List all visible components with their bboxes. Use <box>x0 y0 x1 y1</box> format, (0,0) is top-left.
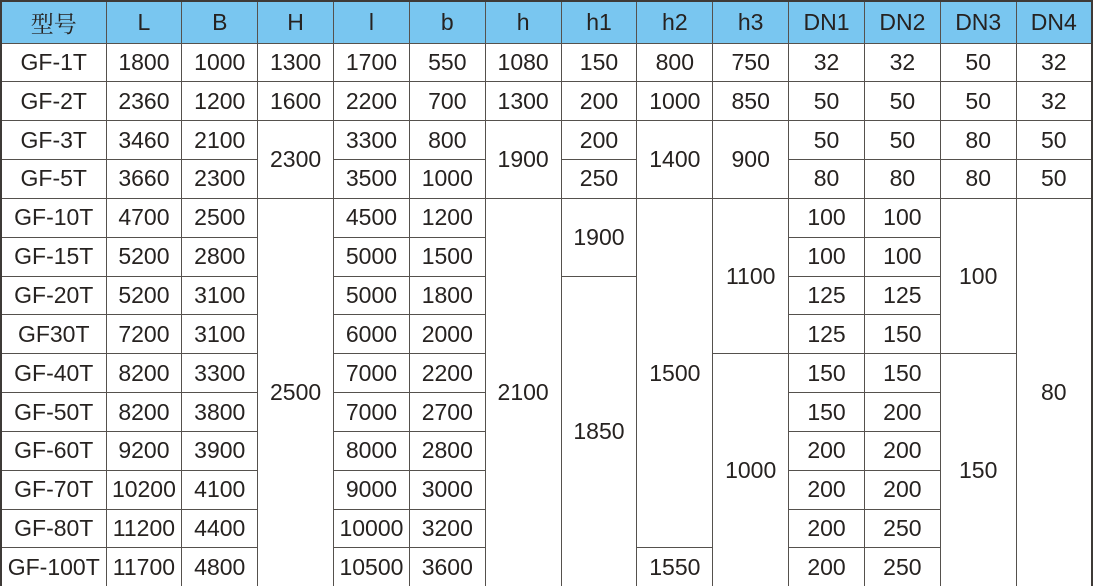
value-cell: 900 <box>713 121 789 199</box>
value-cell: 9200 <box>106 431 182 470</box>
value-cell: 3600 <box>409 548 485 586</box>
value-cell: 1400 <box>637 121 713 199</box>
column-header-h: h <box>485 1 561 43</box>
value-cell: 50 <box>1016 121 1092 160</box>
value-cell: 200 <box>864 431 940 470</box>
model-cell: GF-60T <box>1 431 106 470</box>
value-cell: 8000 <box>334 431 410 470</box>
value-cell: 5000 <box>334 237 410 276</box>
value-cell: 50 <box>789 121 865 160</box>
value-cell: 50 <box>789 82 865 121</box>
value-cell: 150 <box>864 354 940 393</box>
model-cell: GF-15T <box>1 237 106 276</box>
value-cell: 11700 <box>106 548 182 586</box>
value-cell: 3100 <box>182 315 258 354</box>
value-cell: 3300 <box>182 354 258 393</box>
value-cell: 200 <box>864 470 940 509</box>
model-cell: GF-10T <box>1 198 106 237</box>
model-cell: GF-80T <box>1 509 106 548</box>
value-cell: 3000 <box>409 470 485 509</box>
column-header-dn4: DN4 <box>1016 1 1092 43</box>
value-cell: 32 <box>864 43 940 82</box>
table-row <box>1 82 1092 121</box>
value-cell: 125 <box>864 276 940 315</box>
column-header-dn2: DN2 <box>864 1 940 43</box>
model-cell: GF-100T <box>1 548 106 586</box>
value-cell: 5000 <box>334 276 410 315</box>
value-cell: 150 <box>789 393 865 432</box>
value-cell: 1000 <box>182 43 258 82</box>
value-cell: 100 <box>789 237 865 276</box>
value-cell: 10000 <box>334 509 410 548</box>
value-cell: 8200 <box>106 393 182 432</box>
value-cell: 2700 <box>409 393 485 432</box>
value-cell: 1100 <box>713 198 789 353</box>
value-cell: 4500 <box>334 198 410 237</box>
value-cell: 200 <box>789 509 865 548</box>
value-cell: 11200 <box>106 509 182 548</box>
value-cell: 32 <box>1016 43 1092 82</box>
column-header-h1: h1 <box>561 1 637 43</box>
value-cell: 1500 <box>637 198 713 548</box>
value-cell: 3100 <box>182 276 258 315</box>
value-cell: 3200 <box>409 509 485 548</box>
value-cell: 1300 <box>485 82 561 121</box>
value-cell: 4800 <box>182 548 258 586</box>
value-cell: 2100 <box>182 121 258 160</box>
value-cell: 200 <box>789 470 865 509</box>
value-cell: 125 <box>789 276 865 315</box>
value-cell: 150 <box>561 43 637 82</box>
value-cell: 7000 <box>334 354 410 393</box>
value-cell: 1200 <box>409 198 485 237</box>
value-cell: 1200 <box>182 82 258 121</box>
value-cell: 1000 <box>637 82 713 121</box>
value-cell: 80 <box>864 160 940 199</box>
value-cell: 1600 <box>258 82 334 121</box>
table-row <box>1 43 1092 82</box>
value-cell: 850 <box>713 82 789 121</box>
value-cell: 250 <box>561 160 637 199</box>
value-cell: 5200 <box>106 276 182 315</box>
value-cell: 2300 <box>258 121 334 199</box>
value-cell: 1800 <box>409 276 485 315</box>
value-cell: 1550 <box>637 548 713 586</box>
value-cell: 1000 <box>713 354 789 586</box>
value-cell: 50 <box>940 43 1016 82</box>
value-cell: 100 <box>864 198 940 237</box>
value-cell: 3800 <box>182 393 258 432</box>
value-cell: 7200 <box>106 315 182 354</box>
column-header-h2: h2 <box>637 1 713 43</box>
value-cell: 80 <box>1016 198 1092 586</box>
value-cell: 7000 <box>334 393 410 432</box>
value-cell: 2200 <box>409 354 485 393</box>
value-cell: 2300 <box>182 160 258 199</box>
value-cell: 80 <box>789 160 865 199</box>
value-cell: 200 <box>789 431 865 470</box>
value-cell: 1700 <box>334 43 410 82</box>
value-cell: 1900 <box>485 121 561 199</box>
value-cell: 80 <box>940 160 1016 199</box>
value-cell: 100 <box>789 198 865 237</box>
value-cell: 3900 <box>182 431 258 470</box>
value-cell: 4400 <box>182 509 258 548</box>
table-row <box>1 198 1092 237</box>
value-cell: 2500 <box>182 198 258 237</box>
column-header-dn3: DN3 <box>940 1 1016 43</box>
value-cell: 2100 <box>485 198 561 586</box>
column-header-dn1: DN1 <box>789 1 865 43</box>
value-cell: 4100 <box>182 470 258 509</box>
value-cell: 200 <box>561 82 637 121</box>
column-header-b: b <box>409 1 485 43</box>
value-cell: 250 <box>864 509 940 548</box>
model-cell: GF-20T <box>1 276 106 315</box>
table-row <box>1 121 1092 160</box>
column-header-h: H <box>258 1 334 43</box>
model-cell: GF-70T <box>1 470 106 509</box>
table-body <box>1 43 1092 586</box>
value-cell: 2800 <box>409 431 485 470</box>
value-cell: 9000 <box>334 470 410 509</box>
value-cell: 1800 <box>106 43 182 82</box>
column-header-b: B <box>182 1 258 43</box>
value-cell: 10500 <box>334 548 410 586</box>
value-cell: 50 <box>864 121 940 160</box>
model-cell: GF-2T <box>1 82 106 121</box>
model-cell: GF-3T <box>1 121 106 160</box>
value-cell: 3300 <box>334 121 410 160</box>
value-cell: 100 <box>864 237 940 276</box>
column-header-h3: h3 <box>713 1 789 43</box>
value-cell: 8200 <box>106 354 182 393</box>
value-cell: 32 <box>1016 82 1092 121</box>
value-cell: 800 <box>637 43 713 82</box>
value-cell: 800 <box>409 121 485 160</box>
value-cell: 3660 <box>106 160 182 199</box>
model-cell: GF-1T <box>1 43 106 82</box>
value-cell: 1300 <box>258 43 334 82</box>
model-cell: GF-5T <box>1 160 106 199</box>
value-cell: 150 <box>864 315 940 354</box>
column-header-model: 型号 <box>1 1 106 43</box>
value-cell: 1900 <box>561 198 637 276</box>
value-cell: 1080 <box>485 43 561 82</box>
value-cell: 1850 <box>561 276 637 586</box>
value-cell: 200 <box>864 393 940 432</box>
value-cell: 200 <box>789 548 865 586</box>
value-cell: 550 <box>409 43 485 82</box>
value-cell: 125 <box>789 315 865 354</box>
value-cell: 5200 <box>106 237 182 276</box>
value-cell: 10200 <box>106 470 182 509</box>
column-header-l: L <box>106 1 182 43</box>
value-cell: 4700 <box>106 198 182 237</box>
value-cell: 3500 <box>334 160 410 199</box>
model-cell: GF30T <box>1 315 106 354</box>
value-cell: 150 <box>940 354 1016 586</box>
value-cell: 6000 <box>334 315 410 354</box>
value-cell: 750 <box>713 43 789 82</box>
value-cell: 3460 <box>106 121 182 160</box>
value-cell: 2200 <box>334 82 410 121</box>
value-cell: 1000 <box>409 160 485 199</box>
column-header-l: l <box>334 1 410 43</box>
value-cell: 100 <box>940 198 1016 353</box>
value-cell: 250 <box>864 548 940 586</box>
value-cell: 50 <box>1016 160 1092 199</box>
value-cell: 200 <box>561 121 637 160</box>
value-cell: 2500 <box>258 198 334 586</box>
value-cell: 50 <box>864 82 940 121</box>
value-cell: 2360 <box>106 82 182 121</box>
value-cell: 2000 <box>409 315 485 354</box>
value-cell: 150 <box>789 354 865 393</box>
value-cell: 700 <box>409 82 485 121</box>
value-cell: 80 <box>940 121 1016 160</box>
header-row <box>1 1 1092 43</box>
value-cell: 32 <box>789 43 865 82</box>
value-cell: 50 <box>940 82 1016 121</box>
value-cell: 2800 <box>182 237 258 276</box>
model-cell: GF-50T <box>1 393 106 432</box>
value-cell: 1500 <box>409 237 485 276</box>
model-cell: GF-40T <box>1 354 106 393</box>
